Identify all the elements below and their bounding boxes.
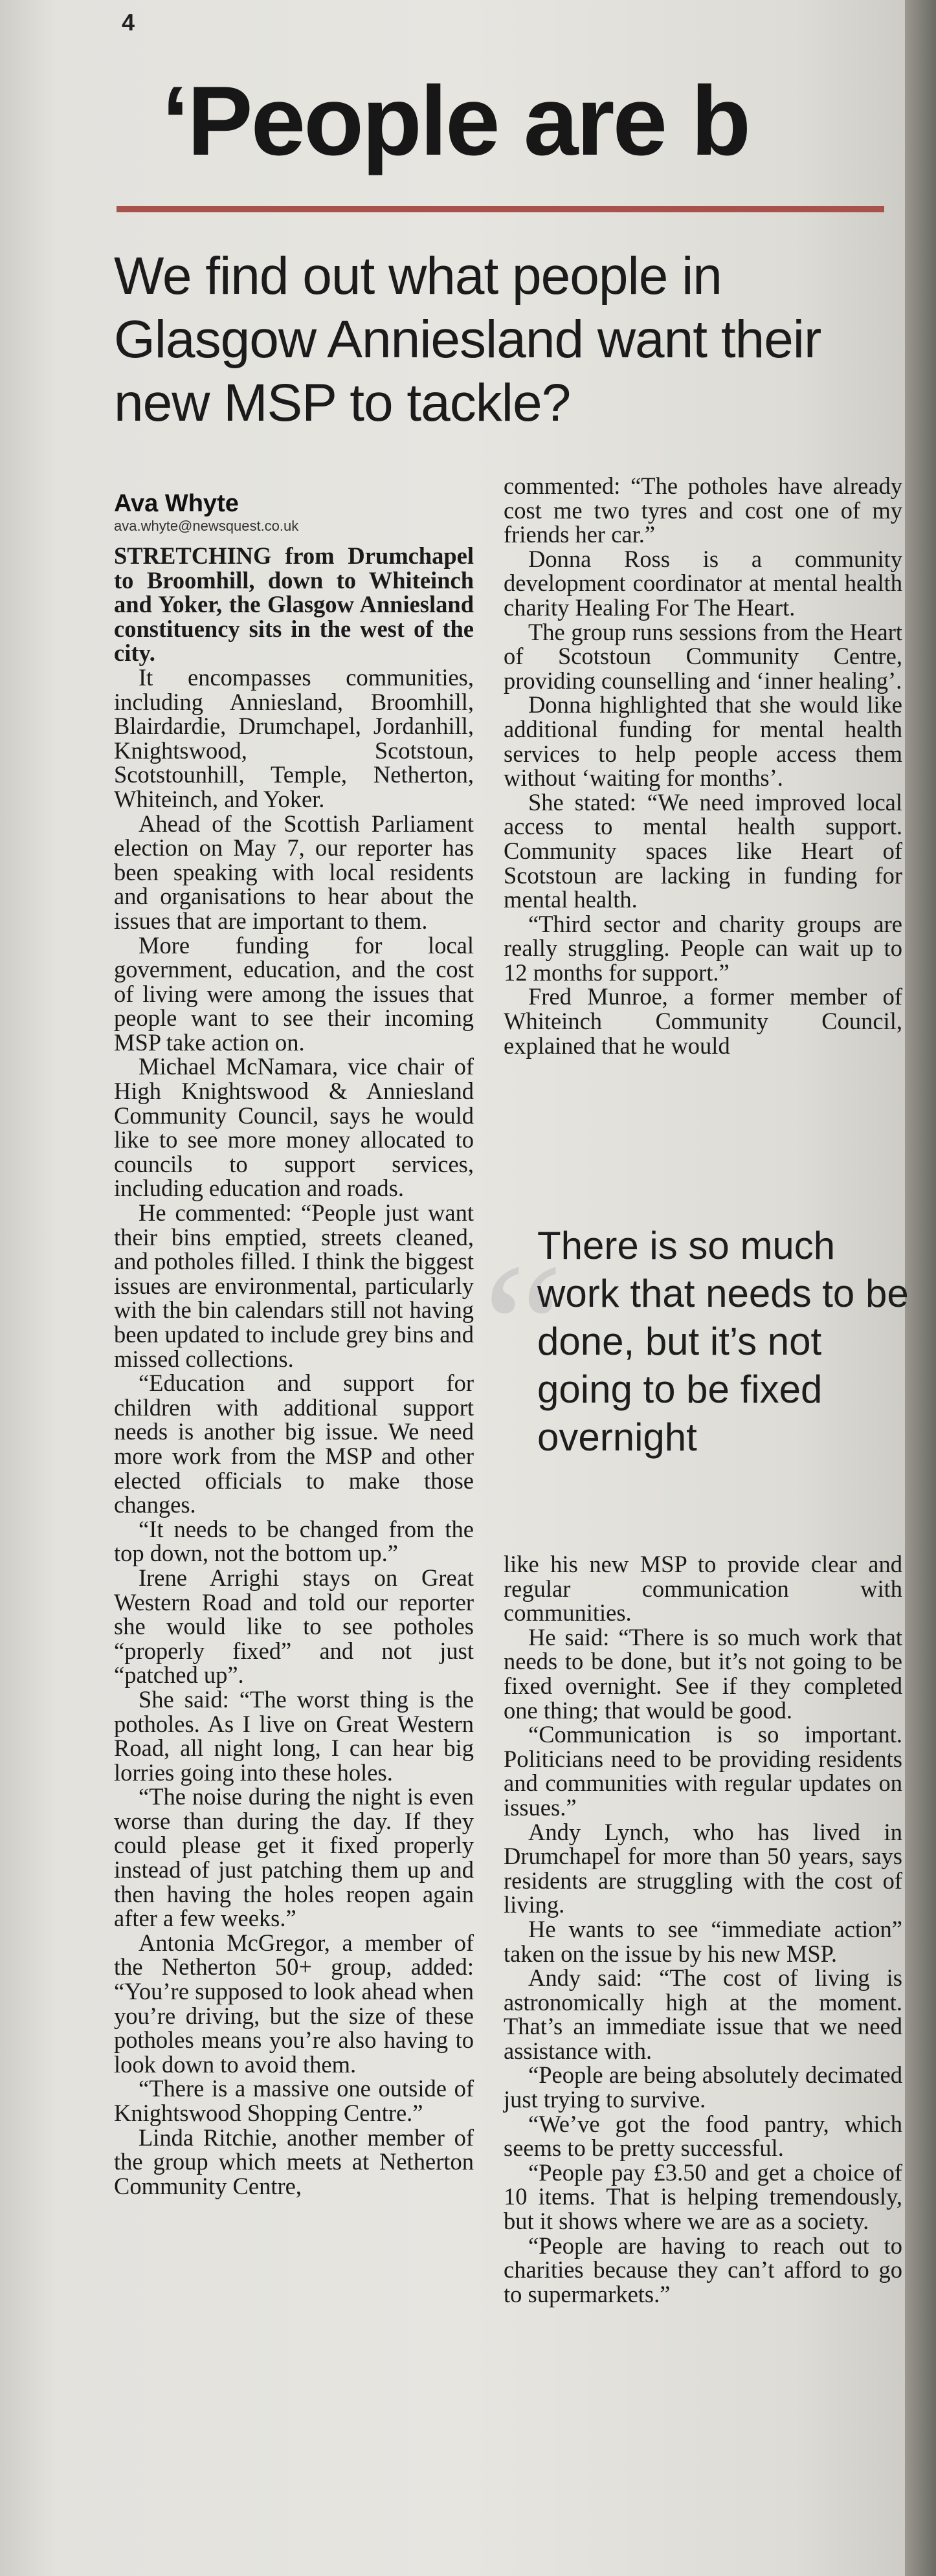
paragraph: “People pay £3.50 and get a choice of 10 items. That is helping tremendously, but it shows where we are as a society.: [504, 2159, 902, 2235]
byline-name: Ava Whyte: [114, 490, 239, 517]
column-1-body: [114, 544, 474, 2198]
paragraph: STRETCHING from Drumchapel to Broomhill, down to Whiteinch and Yoker, the Glasgow Anniesland constituency sits in the west of the city.: [114, 542, 474, 667]
paragraph: He said: “There is so much work that needs to be done, but it’s not going to be fixed overnight. See if they completed one thing; that would be good.: [504, 1623, 902, 1724]
article-column-2-bottom: [504, 1552, 902, 2306]
paragraph: Ahead of the Scottish Parliament election on May 7, our reporter has been speaking with local residents and organisations to hear about the issues that are important to them.: [114, 810, 474, 934]
column-2-top-body: [504, 474, 902, 1058]
standfirst: We find out what people in Glasgow Anniesland want their new MSP to tackle?: [114, 247, 821, 432]
paragraph: It encompasses communities, including Anniesland, Broomhill, Blairdardie, Drumchapel, Jordanhill, Knightswood, Scotstoun, Scotstounhill, Temple, Netherton, Whiteinch, and Yoker.: [114, 663, 474, 812]
paragraph: Linda Ritchie, another member of the group which meets at Netherton Community Centre,: [114, 2124, 474, 2199]
paragraph: commented: “The potholes have already cost me two tyres and cost one of my friends her car.”: [504, 472, 902, 548]
paragraph: He commented: “People just want their bins emptied, streets cleaned, and potholes filled. I think the biggest issues are environmental, particularly with the bin calendars still not having been updated to include grey bins and missed collections.: [114, 1199, 474, 1372]
paragraph: “Third sector and charity groups are really struggling. People can wait up to 12 months for support.”: [504, 910, 902, 986]
headline-rule: [117, 206, 884, 212]
pull-quote: There is so much work that needs to be done, but it’s not going to be fixed overnight: [537, 1224, 909, 1459]
paragraph: “Communication is so important. Politicians need to be providing residents and communities with regular updates on issues.”: [504, 1721, 902, 1821]
paragraph: He wants to see “immediate action” taken on the issue by his new MSP.: [504, 1915, 902, 1967]
paragraph: like his new MSP to provide clear and regular communication with communities.: [504, 1551, 902, 1627]
article-column-1: [114, 489, 474, 2198]
paragraph: “The noise during the night is even worse than during the day. If they could please get it fixed properly instead of just patching them up and then having the holes reopen again after a few weeks.”: [114, 1783, 474, 1932]
paragraph: Donna highlighted that she would like additional funding for mental health services to help people access them without ‘waiting for months’.: [504, 691, 902, 792]
paragraph: “It needs to be changed from the top down, not the bottom up.”: [114, 1515, 474, 1567]
byline-email: ava.whyte@newsquest.co.uk: [114, 518, 299, 534]
page-number: 4: [122, 9, 135, 36]
paragraph: More funding for local government, education, and the cost of living were among the issues that people want to see their incoming MSP take action on.: [114, 931, 474, 1056]
paragraph: Andy said: “The cost of living is astronomically high at the moment. That’s an immediate issue that we need assistance with.: [504, 1964, 902, 2064]
paragraph: Donna Ross is a community development coordinator at mental health charity Healing For The Heart.: [504, 545, 902, 621]
paragraph: Antonia McGregor, a member of the Netherton 50+ group, added: “You’re supposed to look ahead when you’re driving, but the size of these potholes means you’re also having to look down to avoid them.: [114, 1929, 474, 2078]
paragraph: “Education and support for children with additional support needs is another big issue. We need more work from the MSP and other elected officials to make those changes.: [114, 1370, 474, 1518]
paragraph: “People are having to reach out to charities because they can’t afford to go to supermarkets.”: [504, 2232, 902, 2307]
headline: ‘People are b: [162, 66, 750, 176]
paragraph: “There is a massive one outside of Knightswood Shopping Centre.”: [114, 2075, 474, 2126]
paragraph: Andy Lynch, who has lived in Drumchapel for more than 50 years, says residents are struggling with the cost of living.: [504, 1818, 902, 1918]
paragraph: Irene Arrighi stays on Great Western Road and told our reporter she would like to see potholes “properly fixed” and not just “patched up”.: [114, 1564, 474, 1689]
column-2-bottom-body: [504, 1552, 902, 2306]
paragraph: The group runs sessions from the Heart of Scotstoun Community Centre, providing counselling and ‘inner healing’.: [504, 618, 902, 694]
paragraph: Fred Munroe, a former member of Whiteinch Community Council, explained that he would: [504, 983, 902, 1059]
paragraph: “We’ve got the food pantry, which seems to be pretty successful.: [504, 2110, 902, 2162]
quote-mark-icon: “: [483, 1226, 564, 1427]
paragraph: She said: “The worst thing is the potholes. As I live on Great Western Road, all night long, I can hear big lorries going into these holes.: [114, 1685, 474, 1786]
article-column-2-top: [504, 474, 902, 1058]
paragraph: Michael McNamara, vice chair of High Knightswood & Anniesland Community Council, says he would like to see more money allocated to councils to support services, including education and roads.: [114, 1053, 474, 1202]
paragraph: “People are being absolutely decimated just trying to survive.: [504, 2061, 902, 2113]
paragraph: She stated: “We need improved local access to mental health support. Community spaces like Heart of Scotstoun are lacking in funding for mental health.: [504, 788, 902, 913]
